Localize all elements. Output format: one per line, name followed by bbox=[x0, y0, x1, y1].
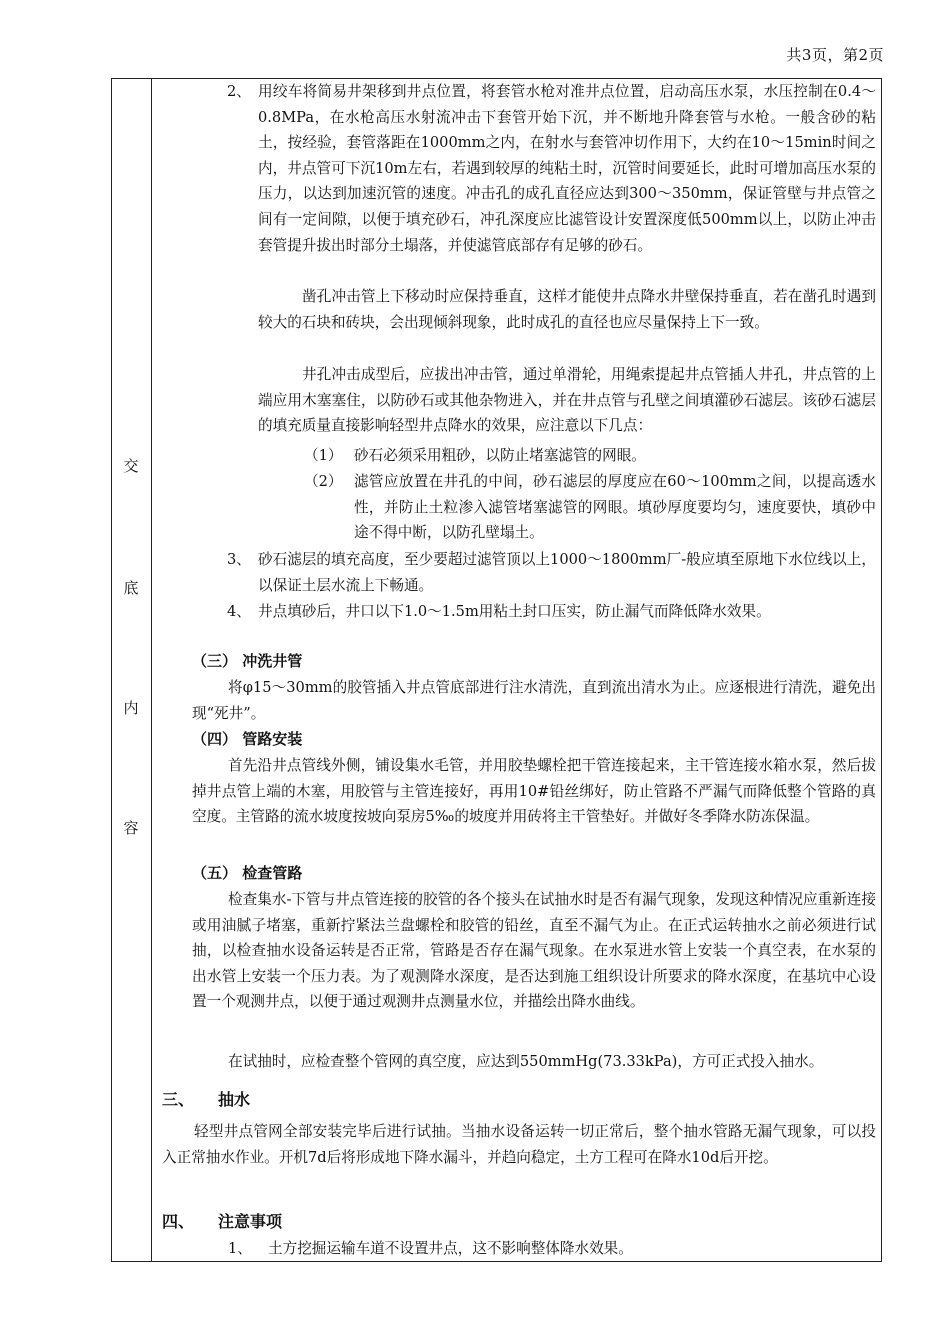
label-column bbox=[112, 79, 152, 1261]
item-3-text: 砂石滤层的填充高度，至少要超过滤管顶以上1000～1800mm厂-般应填至原地下水位线以上，以保证土层水流上下畅通。 bbox=[258, 551, 876, 594]
part-4-number: 四、 bbox=[162, 1212, 195, 1231]
item-2-para-3: 井孔冲击成型后，应拔出冲击管，通过单滑轮，用绳索提起井点管插人井孔，井点管的上端应用木塞塞住，以防砂石或其他杂物进入，并在井点管与孔壁之间填灌砂石滤层。该砂石滤层的填充质量直接影响轻型井点降水的效果，应注意以下几点： bbox=[258, 366, 876, 435]
item-2-number: 2、 bbox=[227, 83, 251, 100]
sub-2-text: 滤管应放置在井孔的中间，砂石滤层的厚度应在60～100mm之间，以提高透水性，并防止土粒渗入滤管堵塞滤管的网眼。填砂厚度要均匀，速度要快，填砂中途不得中断，以防孔壁塌土。 bbox=[354, 473, 876, 542]
part-4-item-1-text: 土方挖掘运输车道不设置井点，这不影响整体降水效果。 bbox=[268, 1240, 633, 1257]
section-5-text-2: 在试抽时，应检查整个管网的真空度，应达到550mmHg(73.33kPa)，方可正式投入抽水。 bbox=[228, 1053, 824, 1070]
part-3-text: 轻型井点管网全部安装完毕后进行试抽。当抽水设备运转一切正常后，整个抽水管路无漏气现象，可以投入正常抽水作业。开机7d后将形成地下降水漏斗，并趋向稳定，土方工程可在降水10d后开挖。 bbox=[162, 1123, 876, 1166]
sub-2-number: （2） bbox=[304, 473, 343, 490]
part-4-title: 注意事项 bbox=[218, 1212, 283, 1231]
section-5-heading: （五） 检查管路 bbox=[192, 864, 303, 882]
section-3-text: 将φ15～30mm的胶管插入井点管底部进行注水清洗，直到流出清水为止。应逐根进行清洗，避免出现“死井”。 bbox=[192, 679, 876, 722]
content-cell bbox=[152, 79, 881, 1261]
item-4-text: 井点填砂后，井口以下1.0～1.5m用粘土封口压实，防止漏气而降低降水效果。 bbox=[258, 603, 771, 620]
section-3-heading: （三） 冲洗井管 bbox=[192, 652, 303, 670]
page-info: 共3页，第2页 bbox=[786, 46, 884, 64]
section-5-text: 检查集水-下管与井点管连接的胶管的各个接头在试抽水时是否有漏气现象，发现这种情况应重新连接或用油腻子堵塞，重新拧紧法兰盘螺栓和胶管的铅丝，直至不漏气为止。在正式运转抽水之前必须进行试抽，以检查抽水设备运转是否正常，管路是否存在漏气现象。在水泵进水管上安装一个真空表，在水泵的出水管上安装一个压力表。为了观测降水深度，是否达到施工组织设计所要求的降水深度，在基坑中心设置一个观测井点，以便于通过观测井点测量水位，并描绘出降水曲线。 bbox=[192, 891, 876, 1011]
disclosure-table bbox=[111, 78, 882, 1262]
label-char-3: 内 bbox=[123, 699, 139, 717]
sub-1-text: 砂石必须采用粗砂，以防止堵塞滤管的网眼。 bbox=[354, 447, 646, 464]
item-2-para-2: 凿孔冲击管上下移动时应保持垂直，这样才能使井点降水井壁保持垂直，若在凿孔时遇到较大的石块和砖块，会出现倾斜现象，此时成孔的直径也应尽量保持上下一致。 bbox=[258, 288, 876, 331]
item-4-number: 4、 bbox=[227, 603, 251, 620]
part-3-title: 抽水 bbox=[218, 1090, 251, 1109]
sub-1-number: （1） bbox=[304, 447, 343, 464]
part-3-number: 三、 bbox=[162, 1090, 195, 1109]
label-char-4: 容 bbox=[123, 819, 139, 837]
label-char-2: 底 bbox=[123, 579, 139, 597]
section-4-heading: （四） 管路安装 bbox=[192, 730, 303, 748]
item-3-number: 3、 bbox=[227, 551, 251, 568]
part-4-item-1-number: 1、 bbox=[228, 1240, 252, 1257]
item-2-text: 用绞车将简易井架移到井点位置，将套管水枪对准井点位置，启动高压水泵，水压控制在0.4～0.8MPa，在水枪高压水射流冲击下套管开始下沉，并不断地升降套管与水枪。一般含砂的粘土，按经验，套管落距在1000mm之内，在射水与套管冲切作用下，大约在10～15min时间之内，井点管可下沉10m左右，若遇到较厚的纯粘土时，沉管时间要延长，此时可增加高压水泵的压力，以达到加速沉管的速度。冲击孔的成孔直径应达到300～350mm，保证管壁与井点管之间有一定间隙，以便于填充砂石，冲孔深度应比滤管设计安置深度低500mm以上，以防止冲击套管提升拔出时部分土塌落，并使滤管底部存有足够的砂石。 bbox=[258, 83, 876, 254]
label-char-1: 交 bbox=[123, 457, 139, 475]
section-4-text: 首先沿井点管线外侧，铺设集水毛管，并用胶垫螺栓把干管连接起来，主干管连接水箱水泵，然后拔掉井点管上端的木塞，用胶管与主管连接好，再用10#铅丝绑好，防止管路不严漏气而降低整个管路的真空度。主管路的流水坡度按坡向泵房5‰的坡度并用砖将主干管垫好。并做好冬季降水防冻保温。 bbox=[192, 757, 876, 826]
